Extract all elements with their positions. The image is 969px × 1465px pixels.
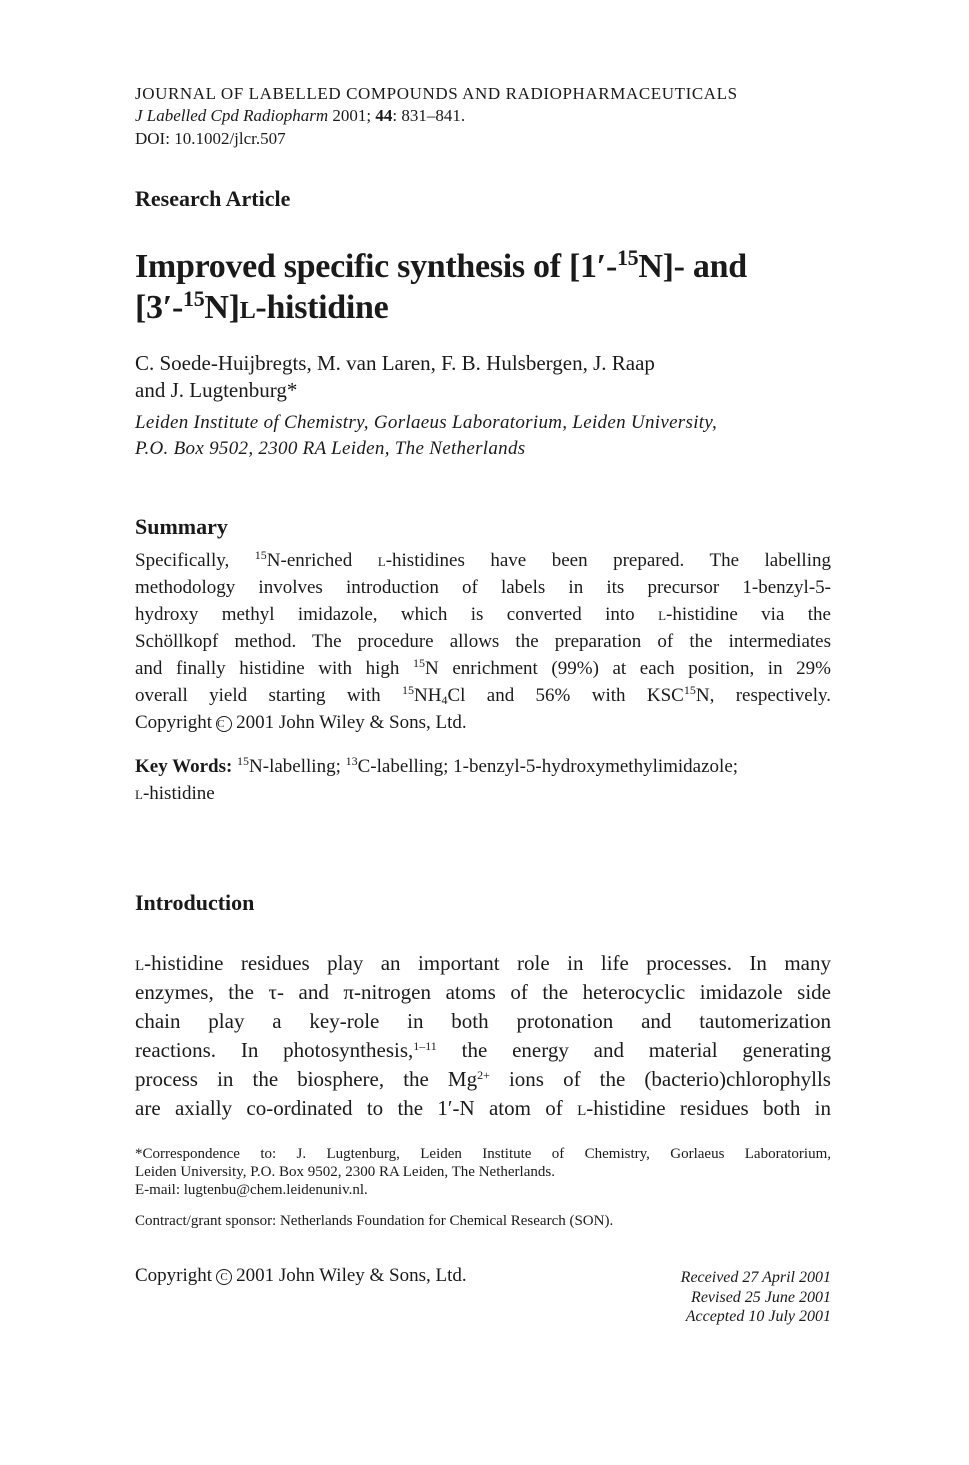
copyright-icon: C [216,716,232,732]
title-text: -histidine [255,289,389,326]
text: ions of the (bacterio)chlorophylls [489,1067,831,1091]
intro-line [135,1036,831,1065]
authors [135,350,831,404]
authors-line-2: and J. Lugtenburg* [135,378,298,402]
text: Specifically, [135,550,255,571]
text: Copyright [135,712,213,733]
keywords-label: Key Words: [135,756,233,777]
keyword: N-labelling; [249,756,346,777]
grant-sponsor: Contract/grant sponsor: Netherlands Foundation for Chemical Research (SON). [135,1213,614,1229]
citation-pages: : 831–841. [392,106,466,125]
introduction-text [135,949,831,1123]
text: overall yield starting with [135,685,402,706]
citation-year: 2001; [328,106,376,125]
footnote-line: Leiden University, P.O. Box 9502, 2300 RA Leiden, The Netherlands. [135,1164,555,1180]
text: hydroxy methyl imidazole, which is converted into [135,604,659,625]
text: are axially co-ordinated to the 1′-N atom of [135,1096,578,1120]
text: -histidine via the [666,604,831,625]
journal-citation [135,106,465,126]
journal-name: JOURNAL OF LABELLED COMPOUNDS AND RADIOPHARMACEUTICALS [135,84,738,103]
text: Cl and 56% with KSC [447,685,684,706]
text: N, respectively. [695,685,832,706]
subscript: 4 [441,693,448,707]
title-text: N] [204,289,240,326]
introduction-heading: Introduction [135,890,255,915]
smallcaps: l [658,604,667,625]
smallcaps: l [135,951,145,975]
keywords-line [135,780,831,807]
affiliation-line-2: P.O. Box 9502, 2300 RA Leiden, The Netherlands [135,438,526,459]
summary-line: Schöllkopf method. The procedure allows the preparation of the intermediates [135,631,831,652]
citation-volume: 44 [375,106,393,125]
footer-copyright [135,1265,467,1287]
text: N-enriched [266,550,378,571]
revised-date: Revised 25 June 2001 [691,1288,831,1306]
superscript: 15 [237,754,250,768]
superscript: 13 [345,754,358,768]
text: NH [413,685,442,706]
citation-journal: J Labelled Cpd Radiopharm [135,106,329,125]
affiliation-line-1: Leiden Institute of Chemistry, Gorlaeus Laboratorium, Leiden University, [135,412,718,433]
intro-line [135,1065,831,1094]
article-dates [681,1268,831,1327]
smallcaps: l [377,550,386,571]
summary-text [135,547,831,736]
summary-line [135,709,831,736]
text: -histidine residues both in [586,1096,831,1120]
text: and finally histidine with high [135,658,414,679]
summary-line [135,601,831,628]
superscript: 15 [413,656,426,670]
intro-line [135,1094,831,1123]
text: N enrichment (99%) at each position, in 29% [425,658,831,679]
keywords [135,753,831,807]
doi: DOI: 10.1002/jlcr.507 [135,129,286,148]
accepted-date: Accepted 10 July 2001 [685,1308,831,1325]
text: process in the biosphere, the Mg [135,1067,478,1091]
smallcaps: l [135,783,143,804]
footnote-email: E-mail: lugtenbu@chem.leidenuniv.nl. [135,1182,368,1198]
intro-line: chain play a key-role in both protonation and tautomerization [135,1009,831,1033]
title-text: N]- and [638,248,747,285]
citation-superscript: 1–11 [413,1039,437,1053]
summary-line: methodology involves introduction of labels in its precursor 1-benzyl-5- [135,577,831,598]
title-line-2 [135,287,831,328]
superscript: 15 [254,548,267,562]
text: Copyright [135,1265,213,1286]
title-text: Improved specific synthesis of [1′- [135,248,617,285]
title-line-1 [135,246,831,287]
text: reactions. In photosynthesis, [135,1038,414,1062]
title-text: [3′- [135,289,184,326]
received-date: Received 27 April 2001 [680,1269,831,1286]
text: 2001 John Wiley & Sons, Ltd. [236,1265,467,1286]
intro-line: enzymes, the τ- and π-nitrogen atoms of the heterocyclic imidazole side [135,980,831,1004]
title-superscript: 15 [183,286,205,311]
intro-line [135,949,831,978]
superscript: 15 [683,683,696,697]
authors-line-1: C. Soede-Huijbregts, M. van Laren, F. B. Hulsbergen, J. Raap [135,351,655,375]
copyright-icon: C [216,1269,232,1285]
text: -histidine residues play an important role in life processes. In many [144,951,831,975]
footnote-line: *Correspondence to: J. Lugtenburg, Leiden Institute of Chemistry, Gorlaeus Laboratorium, [135,1146,831,1162]
keyword: -histidine [142,783,215,804]
superscript: 15 [401,683,414,697]
article-type: Research Article [135,186,291,211]
title-smallcaps: l [239,289,256,326]
keyword: C-labelling; 1-benzyl-5-hydroxymethylimidazole; [357,756,739,777]
summary-line [135,547,831,574]
summary-line [135,655,831,682]
text: 2001 John Wiley & Sons, Ltd. [236,712,467,733]
superscript: 2+ [477,1068,490,1082]
text: -histidines have been prepared. The labelling [385,550,831,571]
text: the energy and material generating [436,1038,831,1062]
correspondence-footnote [135,1145,831,1199]
keywords-line [135,753,831,780]
smallcaps: l [577,1096,587,1120]
paper-title [135,246,831,328]
summary-heading: Summary [135,514,228,539]
title-superscript: 15 [616,245,639,270]
summary-line [135,682,831,709]
affiliation [135,410,717,462]
